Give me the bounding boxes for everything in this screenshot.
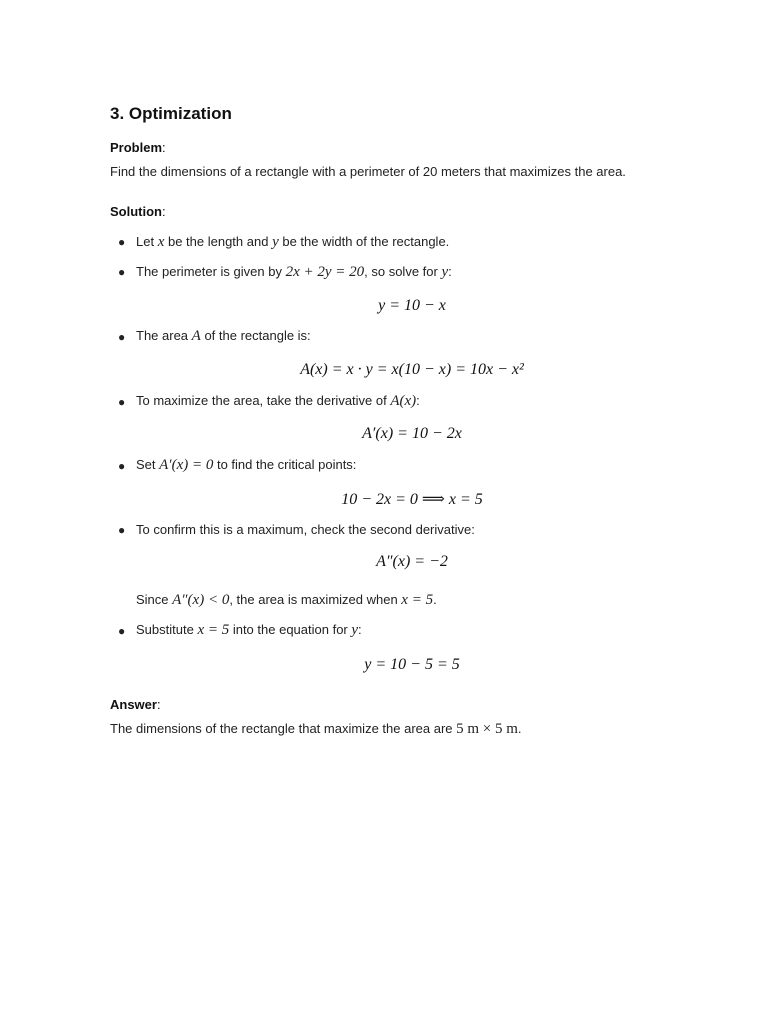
bullet-icon: ● [118,235,126,249]
step-text: be the width of the rectangle. [278,234,450,249]
step-text: . [433,592,437,607]
step-math: x = 5 [197,622,230,638]
solution-step [136,592,437,609]
solution-step [136,622,362,639]
bullet-icon: ● [118,330,126,344]
solution-step [136,522,475,537]
step-text: To confirm this is a maximum, check the second derivative: [136,522,475,537]
answer-text-post: . [517,721,522,736]
step-math: 2x + 2y = 20 [285,264,365,280]
step-text: Since [136,592,173,607]
solution-label: Solution: [110,204,166,219]
solution-step [136,234,449,251]
step-text: , so solve for [364,264,442,279]
step-math: x [157,234,165,250]
step-text: to find the critical points: [213,457,357,472]
answer-math: 5 m × 5 m [456,721,518,737]
step-text: into the equation for [229,622,352,637]
bullet-icon: ● [118,459,126,473]
step-math: A(x) [390,393,417,409]
solution-step [136,328,311,345]
problem-label: Problem: [110,140,166,155]
step-text: To maximize the area, take the derivative of [136,393,391,408]
step-math: A′(x) = 0 [159,457,214,473]
solution-step [136,457,356,474]
problem-label-text: Problem [110,140,163,155]
step-text: The perimeter is given by [136,264,286,279]
display-equation: A(x) = x · y = x(10 − x) = 10x − x² [300,361,524,378]
step-text: be the length and [164,234,273,249]
bullet-icon: ● [118,265,126,279]
step-math: y [272,234,279,250]
bullet-icon: ● [118,523,126,537]
display-equation: y = 10 − x [378,297,446,314]
answer-text-pre: The dimensions of the rectangle that maximize the area are [110,721,457,736]
answer-label: Answer: [110,697,161,712]
problem-text: Find the dimensions of a rectangle with a perimeter of 20 meters that maximizes the area. [110,164,626,179]
solution-step [136,264,452,281]
section-title: 3. Optimization [110,104,232,123]
display-equation: y = 10 − 5 = 5 [364,656,460,673]
display-equation: A′(x) = 10 − 2x [362,425,462,442]
step-math: y [351,622,359,638]
step-text: The area [136,328,192,343]
step-math: A″(x) < 0 [172,592,230,608]
step-text: : [416,393,420,408]
bullet-icon: ● [118,395,126,409]
step-math: y [441,264,449,280]
step-text: : [358,622,362,637]
display-equation: 10 − 2x = 0 ⟹ x = 5 [341,491,483,508]
answer-text [110,721,522,738]
step-text: Let [136,234,158,249]
solution-step [136,393,420,410]
answer-label-text: Answer [110,697,157,712]
step-math: x = 5 [401,592,434,608]
step-text: Set [136,457,160,472]
bullet-icon: ● [118,624,126,638]
step-text: , the area is maximized when [229,592,402,607]
step-text: : [448,264,452,279]
step-text: of the rectangle is: [200,328,311,343]
display-equation: A″(x) = −2 [376,553,448,570]
step-math: A [191,328,201,344]
step-text: Substitute [136,622,198,637]
solution-label-text: Solution [110,204,162,219]
